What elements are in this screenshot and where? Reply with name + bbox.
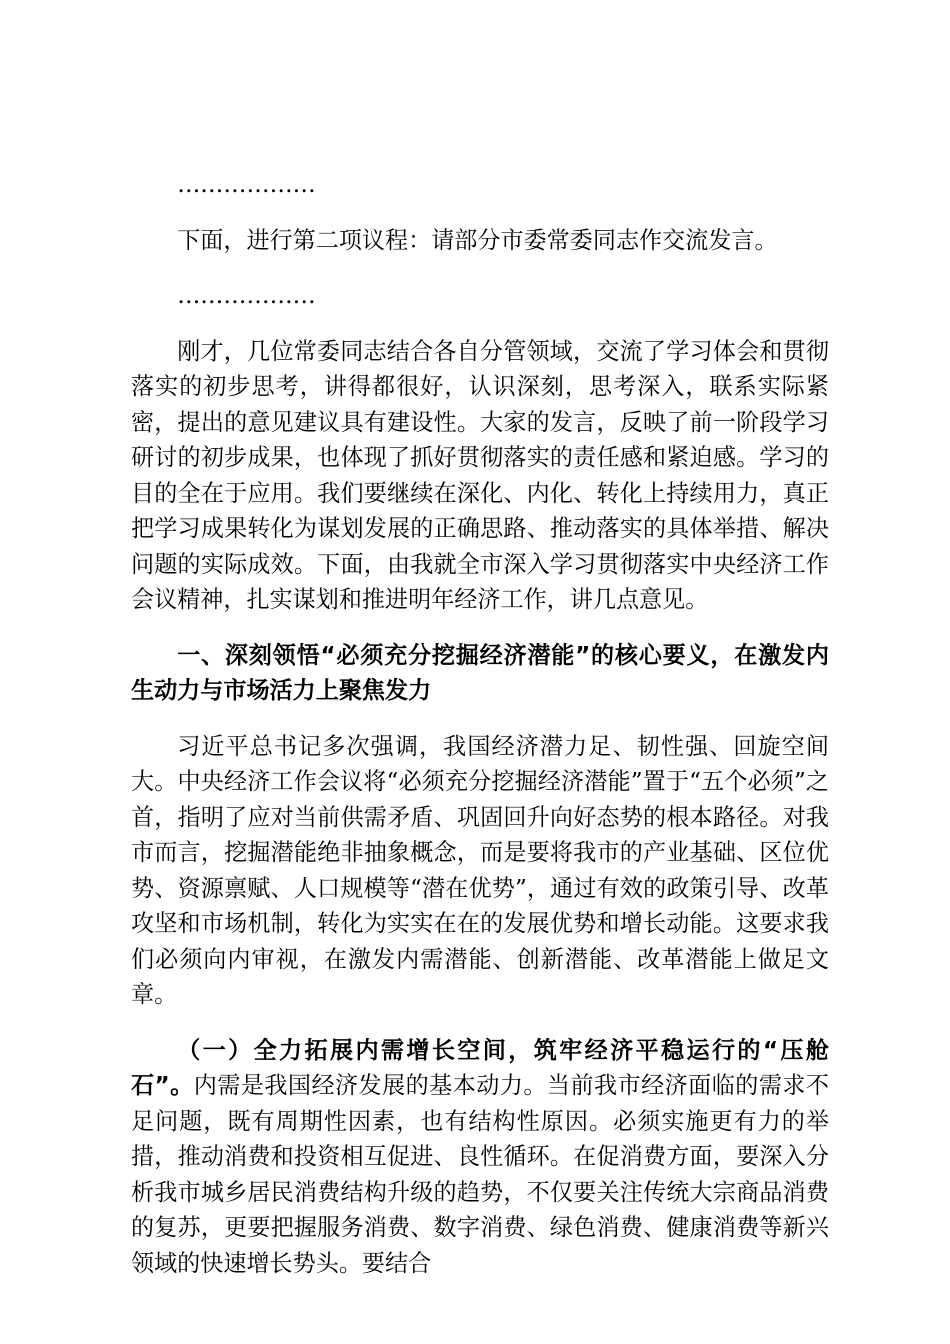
section-heading-1: 一、深刻领悟“必须充分挖掘经济潜能”的核心要义，在激发内生动力与市场活力上聚焦发力 (131, 642, 829, 704)
summary-paragraph: 刚才，几位常委同志结合各自分管领域，交流了学习体会和贯彻落实的初步思考，讲得都很好，认识深刻，思考深入，联系实际紧密，提出的意见建议具有建设性。大家的发言，反映了前一阶段学习研讨的初步成果，也体现了抓好贯彻落实的责任感和紧迫感。学习的目的全在于应用。我们要继续在深化、内化、转化上持续用力，真正把学习成果转化为谋划发展的正确思路、推动落实的具体举措、解决问题的实际成效。下面，由我就全市深入学习贯彻落实中央经济工作会议精神，扎实谋划和推进明年经济工作，讲几点意见。 (131, 338, 829, 613)
ellipsis-line-1: ……………… (177, 172, 316, 198)
section-1-paragraph: 习近平总书记多次强调，我国经济潜力足、韧性强、回旋空间大。中央经济工作会议将“必须充分挖掘经济潜能”置于“五个必须”之首，指明了应对当前供需矛盾、巩固回升向好态势的根本路径。对我市而言，挖掘潜能绝非抽象概念，而是要将我市的产业基础、区位优势、资源禀赋、人口规模等“潜在优势”，通过有效的政策引导、改革攻坚和市场机制，转化为实实在在的发展优势和增长动能。这要求我们必须向内审视，在激发内需潜能、创新潜能、改革潜能上做足文章。 (131, 733, 829, 1008)
document-page (131, 168, 829, 1282)
subsection-heading-1: （一）全力拓展内需增长空间，筑牢经济平稳运行的“压舱石”。 (131, 1037, 829, 1099)
subsection-1-body: 内需是我国经济发展的基本动力。当前我市经济面临的需求不足问题，既有周期性因素，也有结构性原因。必须实施更有力的举措，推动消费和投资相互促进、良性循环。在促消费方面，要深入分析我市城乡居民消费结构升级的趋势，不仅要关注传统大宗商品消费的复苏，更要把握服务消费、数字消费、绿色消费、健康消费等新兴领域的快速增长势头。要结合 (131, 1073, 830, 1277)
subsection-1-paragraph (131, 1034, 829, 1283)
agenda-line: 下面，进行第二项议程：请部分市委常委同志作交流发言。 (177, 227, 778, 254)
ellipsis-line-2: ……………… (177, 283, 316, 309)
